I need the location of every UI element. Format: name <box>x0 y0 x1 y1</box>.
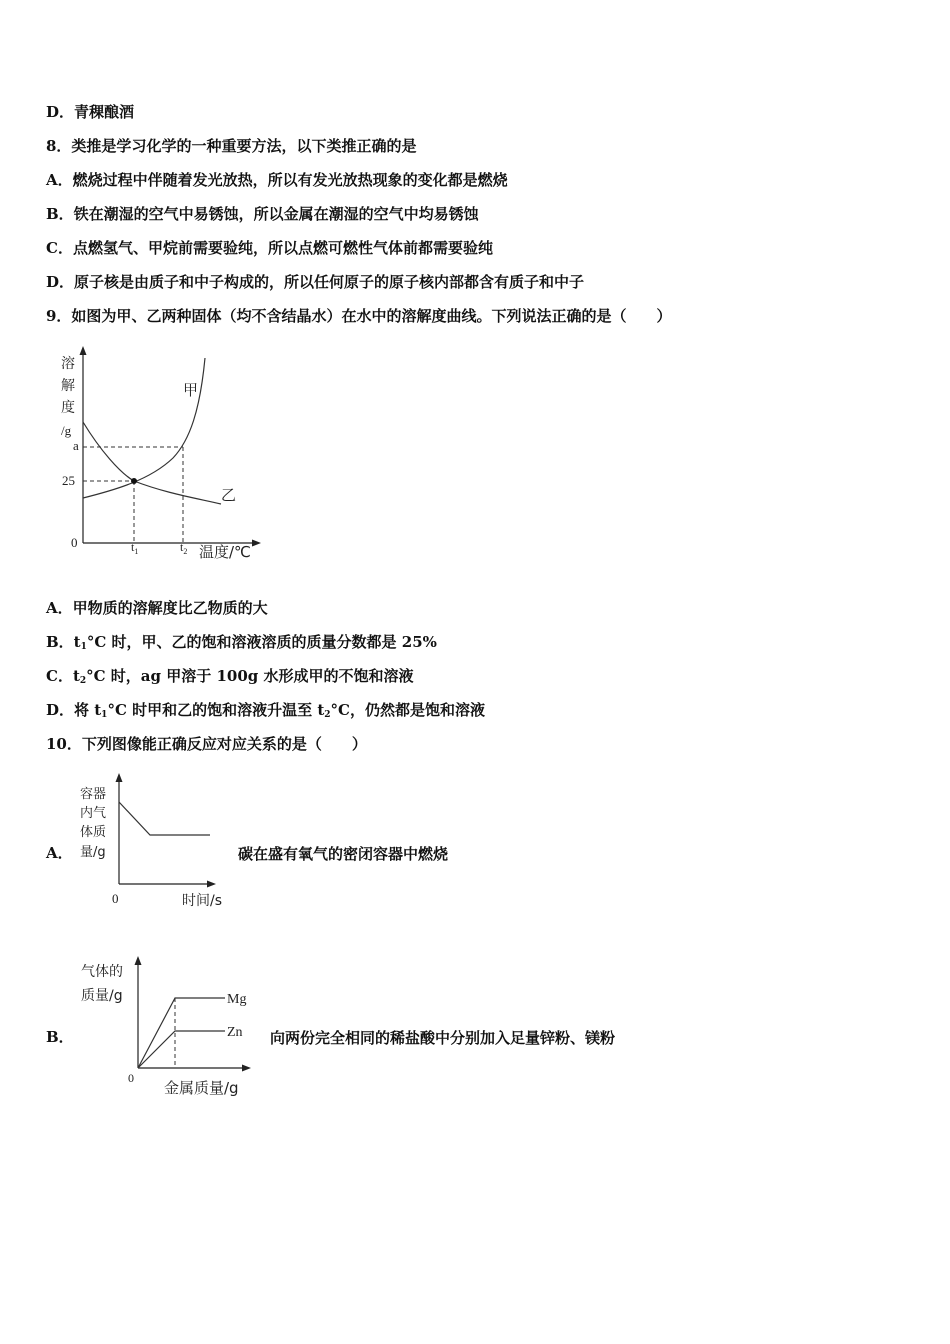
q9-option-a: A．甲物质的溶解度比乙物质的大 <box>46 599 268 617</box>
curve-jia <box>83 358 205 498</box>
q9-option-d: D．将 $t_1^\circ C$ 时甲和乙的饱和溶液升温至 $t_2^\circ C$，仍然都是饱和溶液 <box>46 701 485 720</box>
y-label-1: 溶 <box>61 356 75 372</box>
a-x-label: 时间/s <box>182 893 223 909</box>
y-tick-25: 25 <box>62 473 75 488</box>
q8-option-a: A．燃烧过程中伴随着发光放热，所以有发光放热现象的变化都是燃烧 <box>46 171 508 189</box>
q9-option-c: C．$t_2^\circ C$ 时，ag 甲溶于 100g 水形成甲的不饱和溶液 <box>46 667 414 686</box>
b-y-axis-arrow <box>135 956 142 965</box>
q8-option-c: C．点燃氢气、甲烷前需要验纯，所以点燃可燃性气体前都需要验纯 <box>46 239 493 257</box>
a-y-label-2: 内气 <box>80 806 107 821</box>
a-y-label-1: 容器 <box>80 787 107 802</box>
y-label-3: 度 <box>61 400 75 416</box>
q7-option-d: D．青稞酿酒 <box>46 103 135 121</box>
q8-option-b: B．铁在潮湿的空气中易锈蚀，所以金属在潮湿的空气中均易锈蚀 <box>46 205 479 223</box>
q8-stem: 8．类推是学习化学的一种重要方法，以下类推正确的是 <box>46 137 417 155</box>
q10-option-b-caption: 向两份完全相同的稀盐酸中分别加入足量锌粉、镁粉 <box>270 1029 616 1047</box>
b-x-axis-arrow <box>242 1065 251 1072</box>
x-axis-arrow <box>252 540 261 547</box>
origin-label: 0 <box>71 535 78 550</box>
b-curve-zn <box>138 1031 225 1068</box>
b-series-mg: Mg <box>227 992 247 1007</box>
q9-stem: 9．如图为甲、乙两种固体（均不含结晶水）在水中的溶解度曲线。下列说法正确的是（ ） <box>46 307 672 325</box>
a-y-axis-arrow <box>116 773 123 782</box>
y-axis-arrow <box>80 346 87 355</box>
curve-yi <box>83 422 221 504</box>
series-label-yi: 乙 <box>221 486 237 504</box>
b-y-label-2: 质量/g <box>81 988 123 1004</box>
b-curve-mg <box>138 998 225 1068</box>
chart-carbon-combustion <box>75 765 240 910</box>
a-y-label-4: 量/g <box>80 845 106 860</box>
solubility-chart <box>55 340 270 565</box>
b-y-label-1: 气体的 <box>81 964 123 980</box>
chart-metal-acid <box>75 950 265 1100</box>
q8-option-d: D．原子核是由质子和中子构成的，所以任何原子的原子核内部都含有质子和中子 <box>46 273 585 291</box>
a-x-axis-arrow <box>207 881 216 888</box>
b-series-zn: Zn <box>227 1025 243 1040</box>
series-label-jia: 甲 <box>183 381 199 399</box>
q9-option-b: B．$t_1^\circ C$ 时，甲、乙的饱和溶液溶质的质量分数都是 25% <box>46 633 437 652</box>
q10-stem: 10．下列图像能正确反应对应关系的是（ ） <box>46 735 367 753</box>
y-label-2: 解 <box>61 378 75 394</box>
x-tick-t1: $t_1$ <box>131 540 139 556</box>
q10-option-a-caption: 碳在盛有氧气的密闭容器中燃烧 <box>238 845 449 863</box>
b-origin: 0 <box>128 1071 134 1085</box>
y-tick-a: a <box>73 438 79 453</box>
intersection-point <box>131 478 137 484</box>
a-y-label-3: 体质 <box>80 825 107 840</box>
x-axis-label: 温度/℃ <box>199 543 251 561</box>
x-tick-t2: $t_2$ <box>180 540 188 556</box>
y-label-4: /g <box>61 423 72 438</box>
q10-option-a-label: A． <box>46 844 73 862</box>
a-curve <box>119 802 210 835</box>
b-x-label: 金属质量/g <box>164 1079 239 1097</box>
a-origin: 0 <box>112 891 119 906</box>
q10-option-b-label: B． <box>46 1028 74 1046</box>
